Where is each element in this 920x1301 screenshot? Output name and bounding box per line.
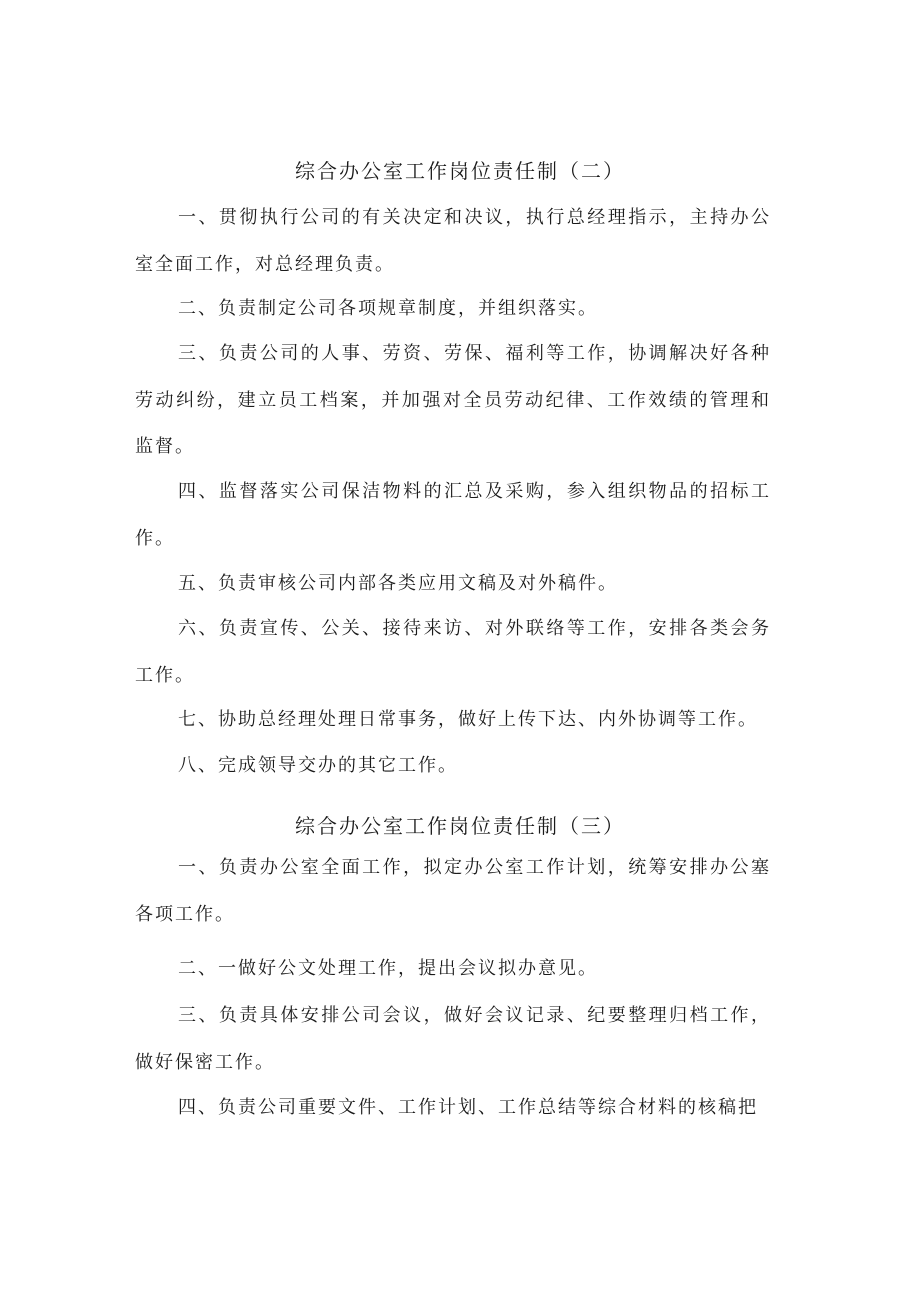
- section-title: 综合办公室工作岗位责任制（二）: [295, 159, 625, 183]
- paragraph: 七、协助总经理处理日常事务，做好上传下达、内外协调等工作。: [178, 709, 758, 730]
- paragraph: 八、完成领导交办的其它工作。: [178, 755, 458, 776]
- paragraph: 六、负责宣传、公关、接待来访、对外联络等工作，安排各类会务工作。: [135, 618, 771, 686]
- paragraph: 一、贯彻执行公司的有关决定和决议，执行总经理指示，主持办公室全面工作，对总经理负责。: [135, 207, 771, 275]
- section-title: 综合办公室工作岗位责任制（三）: [295, 814, 625, 838]
- paragraph: 三、负责公司的人事、劳资、劳保、福利等工作，协调解决好各种劳动纠纷，建立员工档案，并加强对全员劳动纪律、工作效绩的管理和监督。: [135, 343, 771, 457]
- paragraph: 二、一做好公文处理工作，提出会议拟办意见。: [178, 958, 598, 979]
- paragraph: 三、负责具体安排公司会议，做好会议记录、纪要整理归档工作，做好保密工作。: [135, 1005, 771, 1073]
- paragraph: 五、负责审核公司内部各类应用文稿及对外稿件。: [178, 573, 618, 594]
- paragraph: 四、负责公司重要文件、工作计划、工作总结等综合材料的核稿把: [178, 1097, 758, 1118]
- paragraph: 一、负责办公室全面工作，拟定办公室工作计划，统筹安排办公塞各项工作。: [135, 857, 771, 925]
- paragraph: 二、负责制定公司各项规章制度，并组织落实。: [178, 298, 598, 319]
- paragraph: 四、监督落实公司保洁物料的汇总及采购，参入组织物品的招标工作。: [135, 481, 771, 549]
